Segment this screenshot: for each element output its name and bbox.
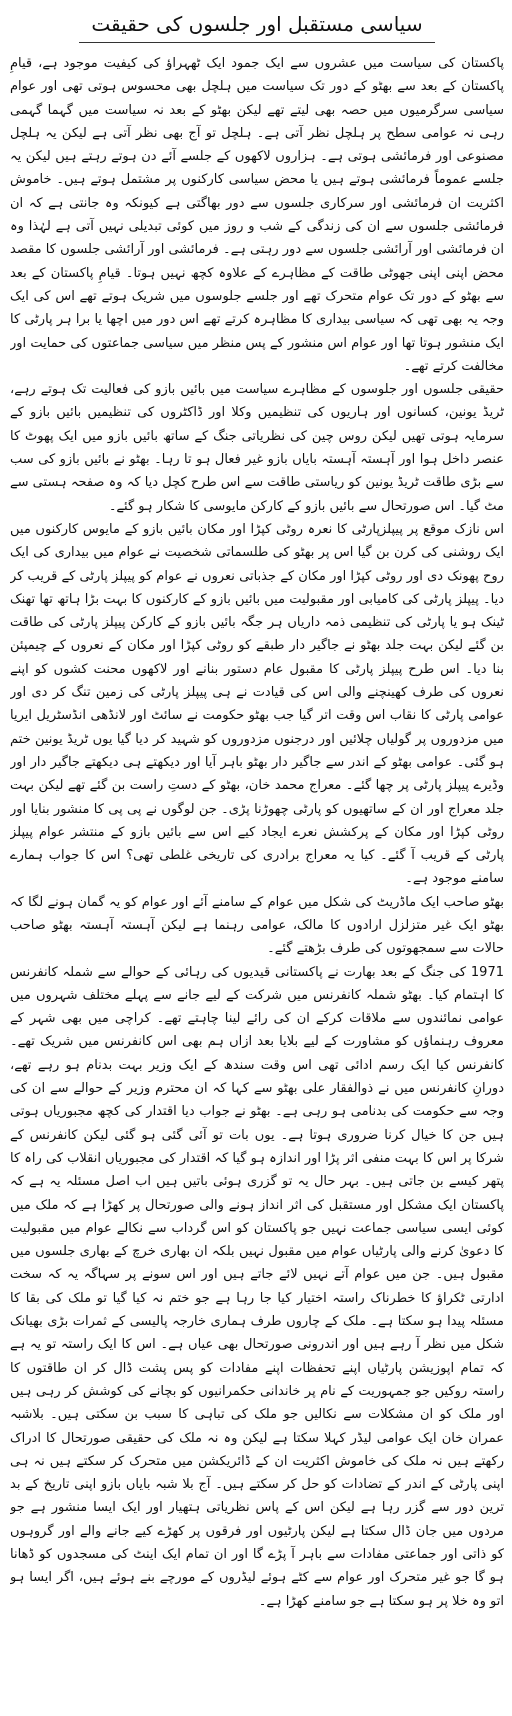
paragraph-5: 1971 کی جنگ کے بعد بھارت نے پاکستانی قیدیوں کی رہائی کے حوالے سے شملہ کانفرنس کا اہتمام کیا۔ بھٹو شملہ کانفرنس میں شرکت کے لیے جانے سے پہلے مختلف شہروں میں عوامی نمائندوں سے ملاقات کرکے ان کی رائے لینا چاہتے تھے۔ کراچی میں بھی شہر کے معروف رہنماؤں کو مشاورت کے لیے بلایا بعد ازاں ہم بھی اس کانفرنس میں شریک تھے۔ کانفرنس کیا ایک رسم ادائی تھی اس وقت سندھ کے ایک وزیر بہت بدنام ہو رہے تھے، دورانِ کانفرنس میں نے ذوالفقار علی بھٹو سے کہا کہ ان محترم وزیر کے حوالے سے ان کی وجہ سے حکومت کی بدنامی ہو رہی ہے۔ بھٹو نے جواب دیا اقتدار کی کچھ مجبوریاں ہوتی ہیں جن کا خیال کرنا ضروری ہوتا ہے۔ یوں بات تو آئی گئی ہو گئی لیکن کانفرنس کے شرکا پر اس کا بہت منفی اثر پڑا اور اندازہ ہو گیا کہ اقتدار کی مجبوریاں انقلاب کی راہ کا پتھر کیسے بن جاتی ہیں۔ بہر حال یہ تو گزری ہوئی باتیں ہیں اب اصل مسئلہ یہ ہے کہ پاکستان ایک مشکل اور مستقبل کی اثر انداز ہونے والی صورتحال پر کھڑا ہے کہ ملک میں کوئی ایسی سیاسی جماعت نہیں جو پاکستان کو اس گرداب سے نکالے عوام میں مقبولیت کا دعویٰ کرنے والی پارٹیاں عوام میں مقبول نہیں بلکہ ان بھاری خرچ کے بھاری جلسوں میں مقبول ہیں۔ جن میں عوام آتے نہیں لائے جاتے ہیں اور اس سونے پر سہاگہ یہ کہ سخت ادارتی ٹکراؤ کا خطرناک راستہ اختیار کیا جا رہا ہے جو ختم نہ کیا گیا تو ملک کی بقا کا مسئلہ پیدا ہو سکتا ہے۔ ملک کے چاروں طرف ہماری خارجہ پالیسی کے ثمرات بڑی بھیانک شکل میں نظر آ رہے ہیں اور اندرونی صورتحال بھی عیاں ہے۔ اس کا ایک راستہ تو یہ ہے کہ تمام اپوزیشن پارٹیاں اپنے تحفظات اپنے مفادات کو پس پشت ڈال کر ان طاقتوں کا راستہ روکیں جو جمہوریت کے نام پر خاندانی حکمرانیوں کو بچانے کی کوشش کر رہی ہیں اور ملک کو ان مشکلات سے نکالیں جو ملک کی تباہی کا سبب بن سکتی ہیں۔ بلاشبہ عمران خان ایک عوامی لیڈر کہلا سکتا ہے لیکن وہ نہ ملک کی حقیقی صورتحال کا ادراک رکھتے ہیں نہ ملک کی خاموش اکثریت ان کے ڈائریکشن میں متحرک کر سکتے ہیں نہ ہی اپنی پارٹی کے اندر کے تضادات کو حل کر سکتے ہیں۔ آج بلا شبہ بایاں بازو اپنی تاریخ کے بد ترین دور سے گزر رہا ہے لیکن اس کے پاس نظریاتی ہتھیار اور ایک ایسا منشور ہے جو مردوں میں جان ڈال سکتا ہے لیکن پارٹیوں اور فرقوں پر کھڑے کیے جانے والے اور گروہوں کو ذاتی اور جماعتی مفادات سے باہر آ پڑے گا اور ان تمام ایک اینٹ کی مسجدوں کو ڈھانا ہو گا جو غیر متحرک اور عوام سے کٹے ہوئے لیڈروں کے مورچے بنے ہوئے ہیں، اگر ایسا ہو اتو وہ خلا پر ہو سکتا ہے جو سامنے کھڑا ہے۔ bbox=[10, 964, 504, 1609]
paragraph-2: حقیقی جلسوں اور جلوسوں کے مظاہرے سیاست میں بائیں بازو کی فعالیت تک ہوتے رہے، ٹریڈ یونین، کسانوں اور ہاریوں کی تنظیمیں وکلا اور ڈاکٹروں کی تنظیمیں بائیں بازو کے سرمایہ ہوتی تھیں لیکن روس چین کی نظریاتی جنگ کے ساتھ بائیں بازو میں ایک پھوٹ کا عنصر داخل ہوا اور آہستہ آہستہ بایاں بازو غیر فعال ہو تا رہا۔ بھٹو نے بائیں بازو کی سب سے بڑی طاقت ٹریڈ یونین کو ریاستی طاقت سے اس طرح کچل دیا کہ وہ صفحہ ہستی سے مٹ گیا۔ اس صورتحال سے بائیں بازو کے کارکن مایوسی کا شکار ہو گئے۔ bbox=[10, 382, 504, 514]
paragraph-1: پاکستان کی سیاست میں عشروں سے ایک جمود ایک ٹھہراؤ کی کیفیت موجود ہے، قیامِ پاکستان کے بعد سے بھٹو کے دور تک سیاست میں ہلچل بھی محسوس ہوتی تھی اور عوام سیاسی سرگرمیوں میں حصہ بھی لیتے تھے لیکن بھٹو کے بعد نہ سیاست میں گہما گہمی رہی نہ عوامی سطح پر ہلچل نظر آتی ہے۔ ہلچل تو آج بھی نظر آتی ہے لیکن یہ ہلچل مصنوعی اور فرمائشی ہوتی ہے۔ ہزاروں لاکھوں کے جلسے آئے دن ہوتے رہتے ہیں لیکن یہ جلسے عموماً فرمائشی ہوتے ہیں یا محض سیاسی کارکنوں پر مشتمل ہوتے ہیں۔ خاموش اکثریت ان فرمائشی اور سرکاری جلسوں سے دور بھاگتی ہے کیونکہ وہ جانتی ہے کہ ان فرمائشی جلسوں سے ان کی زندگی کے شب و روز میں کوئی تبدیلی نہیں آتی ہے لہٰذا وہ ان فرمائشی اور آرائشی جلسوں سے دور رہتی ہے۔ فرمائشی اور آرائشی جلسوں کا مقصد محض اپنی اپنی جھوٹی طاقت کے مظاہرے کے علاوہ کچھ نہیں ہوتا۔ قیامِ پاکستان کے بعد سے بھٹو کے دور تک عوام متحرک تھے اور جلسے جلوسوں میں شریک ہوتے تھے اس کی ایک وجہ یہ بھی تھی کہ سیاسی بیداری کا مظاہرہ کرتے تھے اس دور میں اچھا یا برا ہر پارٹی کا ایک منشور ہوتا تھا اور عوام اس منشور کے پس منظر میں سیاسی جماعتوں کی حمایت اور مخالفت کرتے تھے۔ bbox=[10, 56, 504, 374]
paragraph-3: اس نازک موقع پر پیپلزپارٹی کا نعرہ روٹی کپڑا اور مکان بائیں بازو کے مایوس کارکنوں میں ایک روشنی کی کرن بن گیا اس پر بھٹو کی طلسماتی شخصیت نے عوام میں بیداری کی ایک روح پھونک دی اور روٹی کپڑا اور مکان کے جذباتی نعروں نے عوام کو پیپلز پارٹی کے قریب کر دیا۔ پیپلز پارٹی کی کامیابی اور مقبولیت میں بائیں بازو کے کارکنوں کا بہت بڑا ہاتھ تھا تھنک ٹینک ہو یا پارٹی کی تنظیمی ذمہ داریاں ہر جگہ بائیں بازو کے کارکن پیپلز پارٹی کی طاقت بن گئے لیکن بہت جلد بھٹو نے جاگیر دار طبقے کو روٹی کپڑا اور مکان کے نعروں کے چیمپئن بنا دیا۔ اس طرح پیپلز پارٹی کا مقبول عام دستور بنانے اور لاکھوں محنت کشوں کو اپنے نعروں کی طرف کھینچنے والی اس کی قیادت نے ہی پیپلز پارٹی کی زمین تنگ کر دی اور عوامی پارٹی کا نقاب اس وقت اتر گیا جب بھٹو حکومت نے سائٹ اور لانڈھی انڈسٹریل ایریا میں مزدوروں پر گولیاں چلائیں اور درجنوں مزدوروں کو شہید کر دیا گیا یوں ٹریڈ یونین ختم ہو گئی۔ عوامی بھٹو کے اندر سے جاگیر دار بھٹو باہر آیا اور دیکھتے ہی دیکھتے جاگیر دار اور وڈیرے پیپلز پارٹی پر چھا گئے۔ معراج محمد خان، بھٹو کے دستِ راست بن گئے تھے لیکن بہت جلد معراج اور ان کے ساتھیوں کو پارٹی چھوڑنا پڑی۔ جن لوگوں نے پی پی کا منشور بنایا اور روٹی کپڑا اور مکان کے پرکشش نعرے ایجاد کیے اس سے بائیں بازو کے منتشر عوام پیپلز پارٹی کے قریب آ گئے۔ کیا یہ معراج برادری کی تاریخی غلطی تھی؟ اس کا جواب ہمارے سامنے موجود ہے۔ bbox=[10, 521, 504, 887]
article-body bbox=[10, 52, 504, 1712]
paragraph-4: بھٹو صاحب ایک ماڈریٹ کی شکل میں عوام کے سامنے آئے اور عوام کو یہ گمان ہونے لگا کہ بھٹو ایک غیر متزلزل ارادوں کا مالک، عوامی رہنما ہے لیکن آہستہ آہستہ بھٹو صاحب حالات سے سمجھوتوں کی طرف بڑھتے گئے۔ bbox=[10, 894, 504, 957]
headline-container bbox=[10, 8, 504, 46]
article-title: سیاسی مستقبل اور جلسوں کی حقیقت bbox=[79, 8, 434, 43]
